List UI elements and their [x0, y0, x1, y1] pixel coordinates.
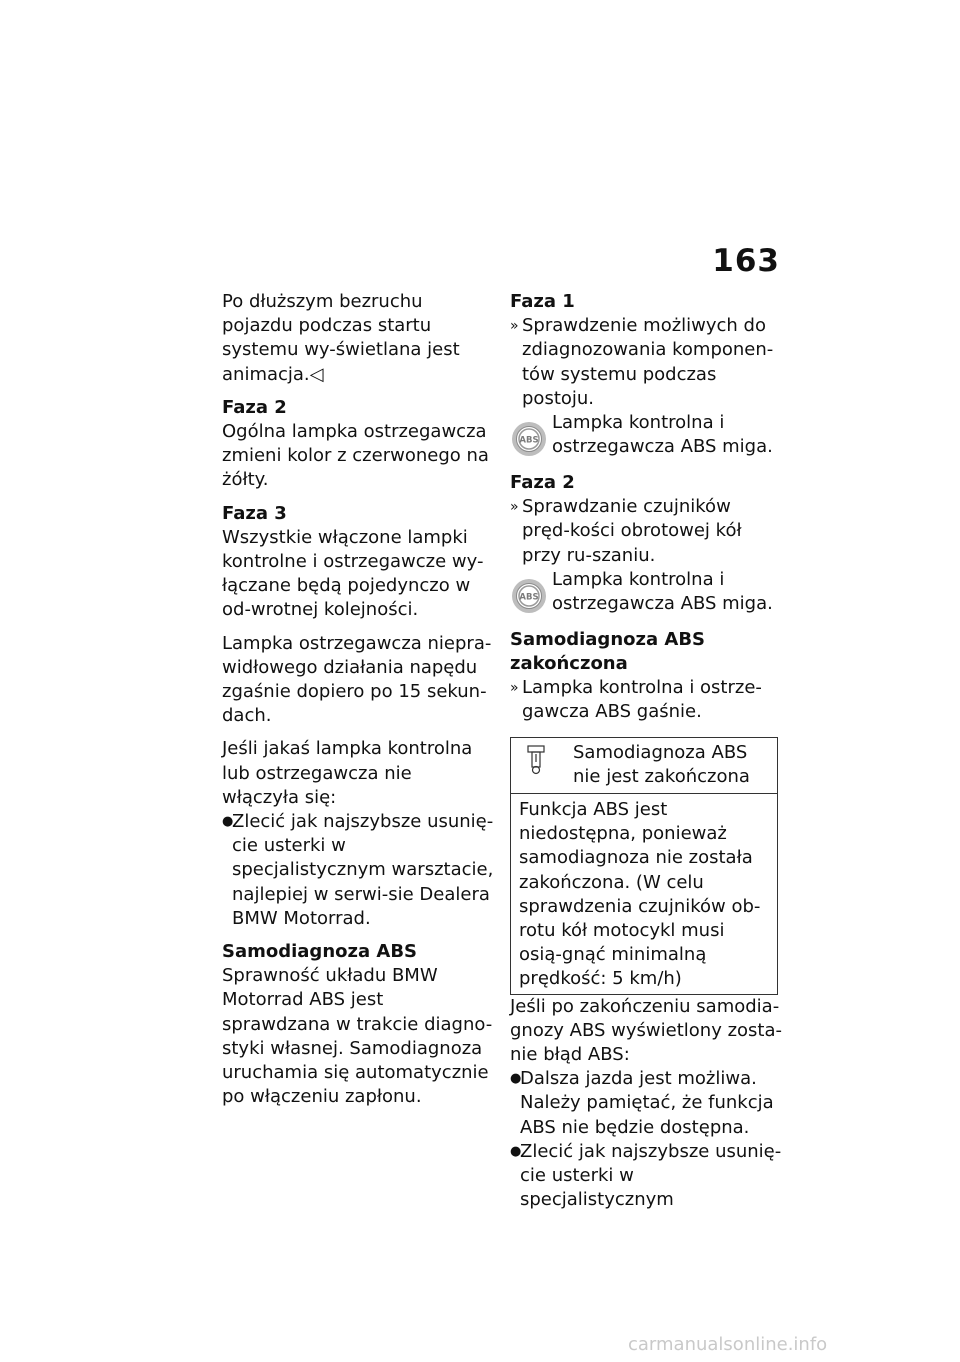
- notice-title: Samodiagnoza ABS nie jest zakończona: [573, 741, 750, 787]
- intro-text: Po dłuższym bezruchu pojazdu podczas startu systemu wy-świetlana jest animacja.◁: [222, 291, 460, 385]
- list-item: ● Dalsza jazda jest możliwa. Należy pamiętać, że funkcja ABS nie będzie dostępna.: [510, 1067, 782, 1140]
- right-column: [510, 290, 782, 1213]
- phase2-heading-right: Faza 2: [510, 472, 575, 494]
- abs-warning-icon: [510, 577, 552, 619]
- svg-text:ABS: ABS: [519, 435, 539, 446]
- bullet-icon: ●: [222, 814, 234, 830]
- phase2-text: Ogólna lampka ostrzegawcza zmieni kolor z czerwonego na żółty.: [222, 421, 489, 491]
- phase1-heading: Faza 1: [510, 291, 575, 312]
- abs-indicator-row: ABS Lampka kontrolna i ostrzegawcza ABS miga.: [510, 411, 782, 462]
- lamp-text: Lampka ostrzegawcza niepra-widłowego działania napędu zgaśnie dopiero po 15 sekun-dach.: [222, 632, 492, 727]
- list-item: ● Zlecić jak najszybsze usunię-cie usterki w specjalistycznym warsztacie, najlepiej w serwi-sie Dealera BMW Motorrad.: [222, 810, 494, 931]
- list-item: » Lampka kontrolna i ostrze-gawcza ABS gaśnie.: [510, 676, 782, 724]
- error-text: Jeśli po zakończeniu samodia-gnozy ABS wyświetlony zosta-nie błąd ABS:: [510, 995, 782, 1066]
- notice-body: Funkcja ABS jest niedostępna, ponieważ samodiagnoza nie została zakończona. (W celu sprawdzenia czujników ob-rotu kół motocykl musi osią-gnąć minimalną prędkość: 5 km/h): [519, 799, 761, 990]
- list-item: ● Zlecić jak najszybsze usunię-cie usterki w specjalistycznym: [510, 1140, 782, 1213]
- abs-warning-icon: [510, 420, 552, 462]
- selfdiag-done-heading: Samodiagnoza ABS zakończona: [510, 628, 706, 675]
- phase3-text: Wszystkie włączone lampki kontrolne i ostrzegawcze wy-łączane będą pojedynczo w od-wrotnej kolejności.: [222, 526, 484, 621]
- list-item: » Sprawdzenie możliwych do zdiagnozowania komponen-tów systemu podczas postoju.: [510, 314, 782, 411]
- abs-indicator-row: ABS Lampka kontrolna i ostrzegawcza ABS miga.: [510, 568, 782, 619]
- if-text: Jeśli jakaś lampka kontrolna lub ostrzegawcza nie włączyła się:: [222, 738, 473, 808]
- list-item: » Sprawdzanie czujników pręd-kości obrotowej kół przy ru-szaniu.: [510, 495, 782, 568]
- bullet-icon: ●: [510, 1143, 522, 1159]
- notice-header: [511, 738, 777, 794]
- notice-box: [510, 737, 778, 995]
- arrow-icon: »: [510, 318, 519, 335]
- left-column: [222, 290, 494, 1110]
- svg-text:ABS: ABS: [519, 592, 539, 603]
- caution-tool-icon: [517, 741, 573, 789]
- arrow-icon: »: [510, 499, 519, 516]
- selfdiag-text: Sprawność układu BMW Motorrad ABS jest sprawdzana w trakcie diagno-styki własnej. Samodiagnoza uruchamia się automatycznie po włączeniu zapłonu.: [222, 965, 493, 1108]
- arrow-icon: »: [510, 680, 519, 697]
- selfdiag-heading: Samodiagnoza ABS: [222, 941, 418, 963]
- phase3-heading: Faza 3: [222, 502, 287, 524]
- phase2-heading: Faza 2: [222, 396, 287, 418]
- bullet-icon: ●: [510, 1071, 522, 1087]
- page-number: 163: [712, 243, 780, 279]
- watermark: carmanualsonline.info: [628, 1334, 828, 1355]
- end-marker: ◁: [309, 363, 324, 385]
